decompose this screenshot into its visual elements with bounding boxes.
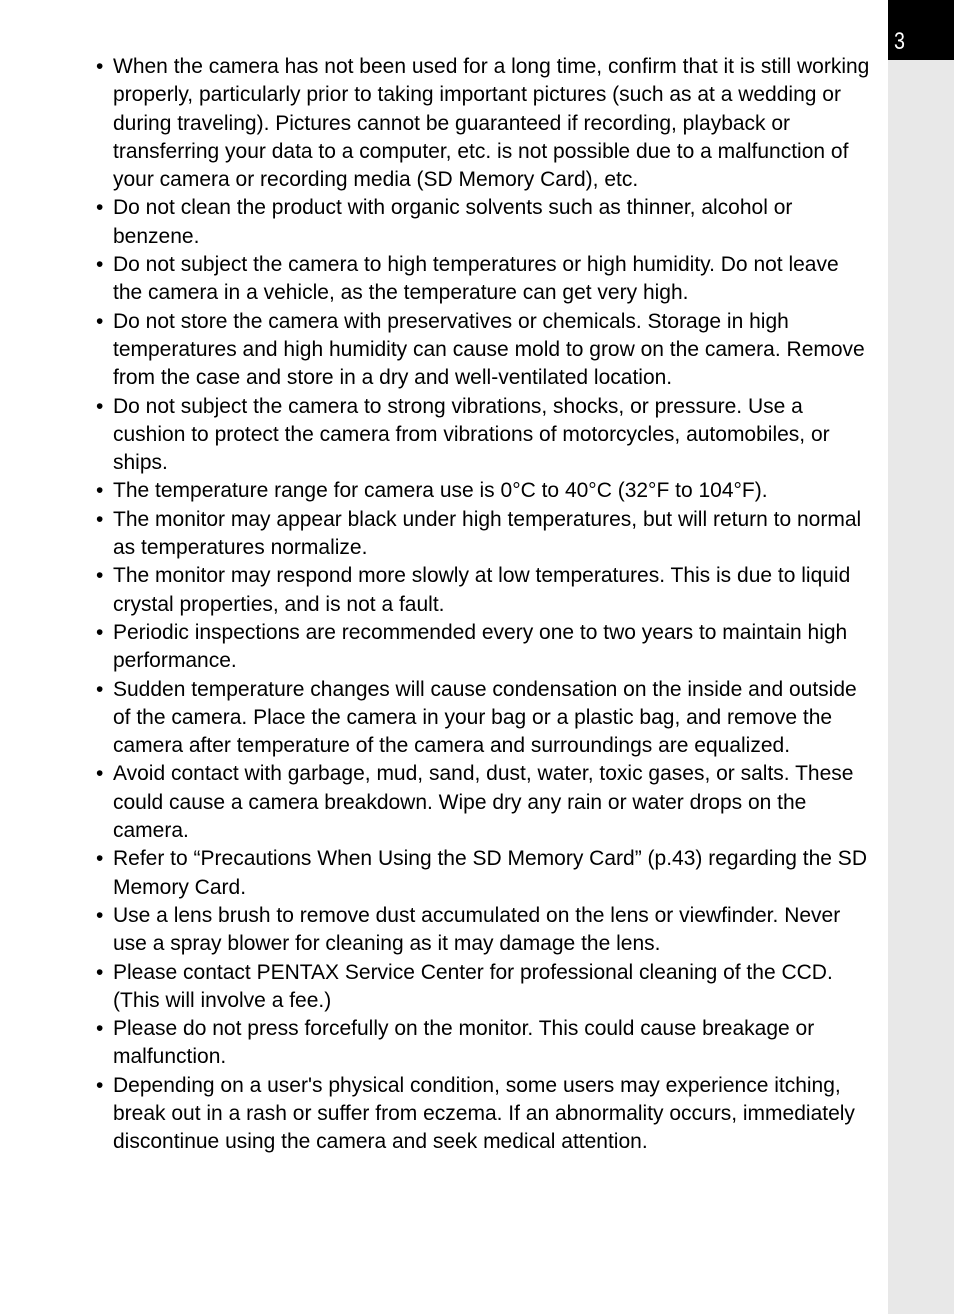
bullet-mark: • [96, 677, 104, 701]
bullet-mark: • [96, 253, 104, 277]
list-item-text: Depending on a user's physical condition, some users may experience itching, break out in a rash or suffer from eczema. If an abnormality occurs, immediately discontinue using the camera and seek medical attention. [113, 1073, 855, 1154]
list-item-text: Use a lens brush to remove dust accumulated on the lens or viewfinder. Never use a spray blower for cleaning as it may damage the lens. [113, 903, 841, 956]
list-item-text: Avoid contact with garbage, mud, sand, dust, water, toxic gases, or salts. These could cause a camera breakdown. Wipe dry any rain or water drops on the camera. [113, 762, 854, 843]
list-item [96, 393, 871, 478]
bullet-mark: • [96, 960, 104, 984]
bullet-mark: • [96, 620, 104, 644]
list-item-text: Refer to “Precautions When Using the SD Memory Card” (p.43) regarding the SD Memory Card. [113, 847, 867, 899]
list-item-text: Please contact PENTAX Service Center for professional cleaning of the CCD. (This will involve a fee.) [113, 960, 833, 1012]
list-item [96, 477, 871, 505]
list-item-text: Do not store the camera with preservatives or chemicals. Storage in high temperatures and high humidity can cause mold to grow on the camera. Remove from the case and store in a dry and well-ventilated location. [113, 309, 865, 390]
bullet-mark: • [96, 903, 104, 927]
list-item [96, 902, 871, 959]
list-item-text: Do not subject the camera to strong vibrations, shocks, or pressure. Use a cushion to protect the camera from vibrations of motorcycles, automobiles, or ships. [113, 394, 830, 475]
list-item [96, 194, 871, 251]
bullet-mark: • [96, 507, 104, 531]
list-item-text: Do not subject the camera to high temperatures or high humidity. Do not leave the camera in a vehicle, as the temperature can get very high. [113, 253, 839, 305]
list-item [96, 619, 871, 676]
list-item [96, 251, 871, 308]
list-item-text: The temperature range for camera use is 0°C to 40°C (32°F to 104°F). [113, 479, 768, 503]
bullet-mark: • [96, 564, 104, 588]
bullet-mark: • [96, 479, 104, 503]
bullet-mark: • [96, 196, 104, 220]
list-item [96, 506, 871, 563]
list-item [96, 1015, 871, 1072]
page-side-strip [888, 0, 954, 1314]
list-item [96, 760, 871, 845]
bullet-mark: • [96, 1017, 104, 1041]
list-item-text: Sudden temperature changes will cause condensation on the inside and outside of the camera. Place the camera in your bag or a plastic bag, and remove the camera after temperature of the camera and surroundings are equalized. [113, 677, 857, 758]
bullet-mark: • [96, 309, 104, 333]
bullet-mark: • [96, 55, 104, 78]
list-item-text: Please do not press forcefully on the monitor. This could cause breakage or malfunction. [113, 1017, 815, 1069]
bullet-mark: • [96, 762, 104, 786]
list-item-text: Periodic inspections are recommended every one to two years to maintain high performance. [113, 620, 848, 673]
list-item-text: Do not clean the product with organic solvents such as thinner, alcohol or benzene. [113, 196, 793, 248]
list-item-text: The monitor may respond more slowly at low temperatures. This is due to liquid crystal properties, and is not a fault. [113, 564, 851, 616]
list-item [96, 845, 871, 902]
bullet-mark: • [96, 394, 104, 418]
bullet-mark: • [96, 1073, 104, 1097]
list-item [96, 959, 871, 1016]
precautions-list [96, 53, 871, 1157]
bullet-mark: • [96, 847, 104, 871]
list-item [96, 53, 871, 194]
list-item-text: When the camera has not been used for a long time, confirm that it is still working properly, particularly prior to taking important pictures (such as at a wedding or during traveling). Pictures cannot be guaranteed if recording, playback or transferring your data to a computer, etc. is not possible due to a malfunction of your camera or recording media (SD Memory Card), etc. [113, 55, 870, 192]
list-item [96, 308, 871, 393]
list-item [96, 562, 871, 619]
list-item-text: The monitor may appear black under high temperatures, but will return to normal as temperatures normalize. [113, 507, 862, 560]
list-item [96, 1072, 871, 1157]
list-item [96, 676, 871, 761]
page-number: 3 [894, 28, 905, 55]
